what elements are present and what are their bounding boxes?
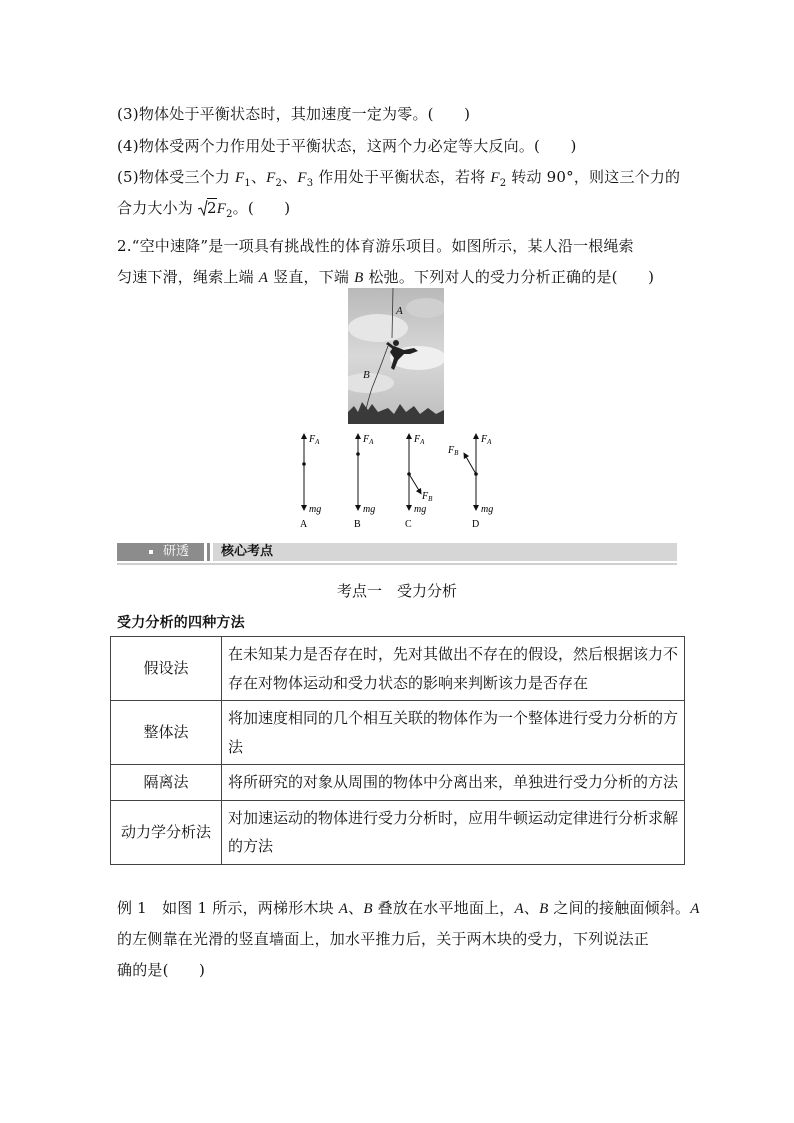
banner-bar <box>213 543 677 561</box>
item-5-text-e: 。( ) <box>232 199 291 217</box>
rappelling-photo <box>348 288 444 424</box>
example-1-text-c: 之间的接触面倾斜。 <box>548 899 691 917</box>
method-desc: 对加速运动的物体进行受力分析时，应用牛顿运动定律进行分析求解的方法 <box>222 800 685 864</box>
svg-text:FA: $F_A$ <box>309 434 320 446</box>
diagram-d <box>447 434 493 530</box>
fa-label-c: F <box>414 434 421 445</box>
sym-f3: F <box>297 170 307 186</box>
example-1-text-a: 例 1 如图 1 所示，两梯形木块 <box>117 899 339 917</box>
problem-2-text-a: 匀速下滑，绳索上端 <box>117 268 259 286</box>
method-name: 整体法 <box>111 701 222 765</box>
banner-title: 核心考点 <box>221 544 274 559</box>
section-banner <box>117 541 677 565</box>
photo-label-a: A <box>396 305 403 317</box>
item-5-line2: 合力大小为 $2F_2$。( ) <box>117 199 291 220</box>
example-1-line3: 确的是( ) <box>117 961 206 979</box>
sym-f2: F <box>266 170 276 186</box>
block-b: B <box>363 901 373 917</box>
table-row <box>111 637 685 701</box>
option-label-b: B <box>354 519 361 530</box>
mg-label-b: mg <box>363 504 376 515</box>
option-label-a: A <box>300 519 308 530</box>
sqrt2-symbol: 2 <box>198 199 217 217</box>
item-5-line1: (5)物体受三个力 $F_1$、$F_2$、$F_3$ 作用处于平衡状态，若将 $F_2$ 转动 90°，则这三个力的 <box>117 168 681 189</box>
problem-2-text-c: 松弛。下列对人的受力分析正确的是( ) <box>363 268 655 286</box>
svg-text:FB: $F_B$ <box>422 491 433 503</box>
item-4: (4)物体受两个力作用处于平衡状态，这两个力必定等大反向。( ) <box>117 137 577 155</box>
table-row <box>111 765 685 801</box>
svg-text:FA: $F_A$ <box>481 434 492 446</box>
mg-label-a: mg <box>309 504 322 515</box>
item-3: (3)物体处于平衡状态时，其加速度一定为零。( ) <box>117 105 471 123</box>
svg-text:FB: $F_B$ <box>448 445 459 457</box>
svg-text:FA: $F_A$ <box>363 434 374 446</box>
problem-2-line2 <box>117 266 654 287</box>
diagram-b <box>354 434 375 530</box>
problem-2-line1: 2.“空中速降”是一项具有挑战性的体育游乐项目。如图所示，某人沿一根绳索 <box>117 237 634 255</box>
fa-label-d: F <box>481 434 488 445</box>
option-label-d: D <box>472 519 480 530</box>
sep-1: 、 <box>250 168 267 186</box>
banner-separator <box>207 543 210 561</box>
diagram-a <box>300 434 321 530</box>
method-desc: 在未知某力是否存在时，先对其做出不存在的假设，然后根据该力不存在对物体运动和受力状态的影响来判断该力是否存在 <box>222 637 685 701</box>
photo-label-b: B <box>363 369 370 381</box>
method-desc: 将所研究的对象从周围的物体中分离出来，单独进行受力分析的方法 <box>222 765 685 801</box>
diagram-c <box>405 434 433 530</box>
methods-table <box>110 636 685 865</box>
example-1-line1: 例 1 如图 1 所示，两梯形木块 A、B 叠放在水平地面上，A、B 之间的接触面倾斜。A <box>117 899 700 917</box>
mg-label-c: mg <box>414 504 427 515</box>
banner-tag-label: 研透 <box>163 544 190 559</box>
block-a: A <box>338 901 349 917</box>
svg-text:FA: $F_A$ <box>414 434 425 446</box>
example-1-text-b: 叠放在水平地面上， <box>372 899 515 917</box>
method-desc: 将加速度相同的几个相互关联的物体作为一个整体进行受力分析的方法 <box>222 701 685 765</box>
force-diagrams <box>290 428 510 534</box>
fa-label-a: F <box>309 434 316 445</box>
rope-end-a: A <box>258 270 269 286</box>
item-5-text-b: 作用处于平衡状态，若将 <box>313 168 491 186</box>
example-1-line2: 的左侧靠在光滑的竖直墙面上，加水平推力后，关于两木块的受力，下列说法正 <box>117 930 650 948</box>
rope-end-b: B <box>354 270 364 286</box>
banner-tag <box>117 543 204 561</box>
item-5-text-c: 转动 90°，则这三个力的 <box>506 168 681 186</box>
section-subtitle: 受力分析的四种方法 <box>117 615 245 631</box>
item-5-text-a: (5)物体受三个力 <box>117 168 236 186</box>
fa-label-b: F <box>363 434 370 445</box>
bullet-icon <box>149 550 153 554</box>
sym-f1: F <box>235 170 245 186</box>
fb-label-d: F <box>448 445 455 456</box>
table-row <box>111 800 685 864</box>
option-label-c: C <box>405 519 412 530</box>
method-name: 隔离法 <box>111 765 222 801</box>
method-name: 动力学分析法 <box>111 800 222 864</box>
mg-label-d: mg <box>481 504 494 515</box>
section-title: 考点一 受力分析 <box>336 582 457 600</box>
banner-underline <box>117 563 677 565</box>
problem-2-text-b: 竖直，下端 <box>268 268 355 286</box>
item-5-text-d: 合力大小为 <box>117 199 198 217</box>
fb-label-c: F <box>422 491 429 502</box>
table-row <box>111 701 685 765</box>
sep-2: 、 <box>282 168 298 186</box>
method-name: 假设法 <box>111 637 222 701</box>
